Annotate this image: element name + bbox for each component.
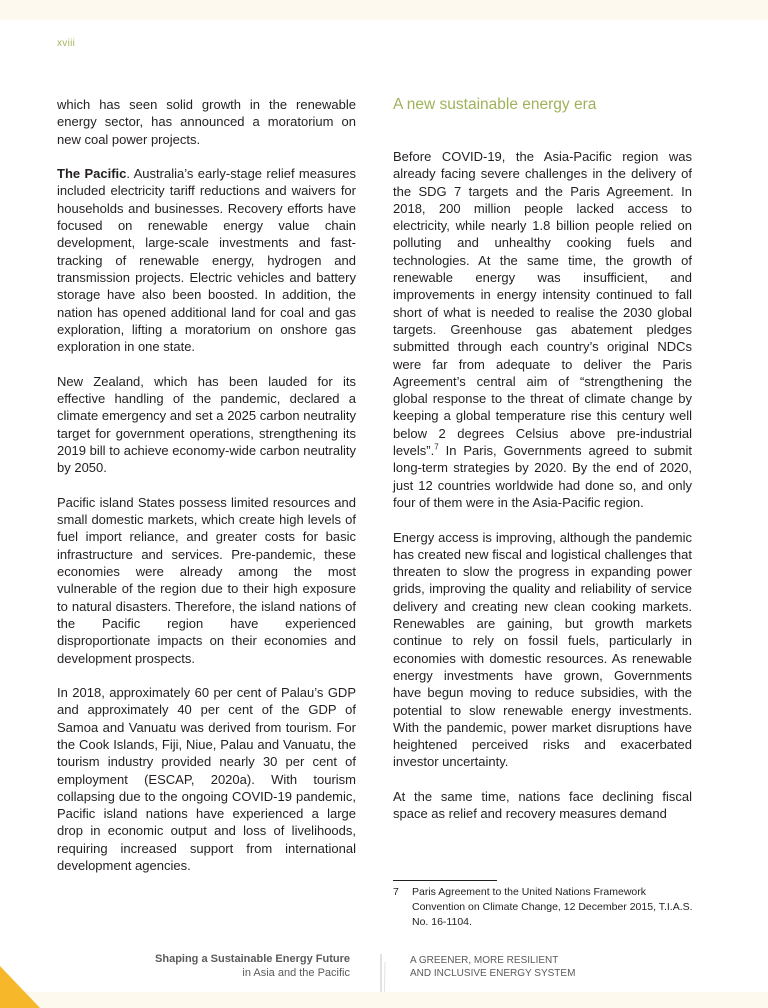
footnote-number: 7 xyxy=(393,886,399,898)
paragraph: Before COVID-19, the Asia-Pacific region was already facing severe challenges in the delivery of the SDG 7 targets and the Paris Agreement. In 2018, 200 million people lacked access to electricity, while nearly 1.8 billion people relied on polluting and unhealthy cooking fuels and technologies. At the same time, the growth of renewable energy was insufficient, and improvements in energy intensity continued to fall short of what is needed to realise the 2030 global targets. Greenhouse gas abatement pledges submitted through each country’s original NDCs were far from adequate to deliver the Paris Agreement’s central aim of “strengthening the global response to the threat of climate change by keeping a global temperature rise this century well below 2 degrees Celsius above pre-industrial levels”.$^7$ In Paris, Governments agreed to submit long-term strategies by 2020. By the end of 2020, just 12 countries worldwide had done so, and only four of them were in the Asia-Pacific region. xyxy=(393,149,692,510)
paragraph: The Pacific. Australia’s early-stage relief measures included electricity tariff reductions and waivers for households and businesses. Recovery efforts have focused on renewable energy value chain development, large-scale investments and fast-tracking of renewable energy, hydrogen and transmission projects. Electric vehicles and battery storage have also been boosted. In addition, the nation has opened additional land for coal and gas exploration, lifting a moratorium on onshore gas exploration in one state. xyxy=(57,166,357,355)
footer-tagline-line: A GREENER, MORE RESILIENT xyxy=(410,955,559,966)
footer-report-title xyxy=(155,952,350,980)
corner-triangle-icon xyxy=(0,966,40,1008)
paragraph: In 2018, approximately 60 per cent of Palau’s GDP and approximately 40 per cent of the GDP of Samoa and Vanuatu was derived from tourism. For the Cook Islands, Fiji, Niue, Palau and Vanuatu, the tourism industry provided nearly 30 per cent of employment (ESCAP, 2020a). With tourism collapsing due to the ongoing COVID-19 pandemic, Pacific island nations have experienced a large drop in economic output and loss of livelihoods, requiring increased support from international development agencies. xyxy=(57,685,356,874)
footer-band xyxy=(0,992,768,1008)
paragraph: Pacific island States possess limited resources and small domestic markets, which create high levels of fuel import reliance, and greater costs for basic infrastructure and services. Pre-pandemic, these economies were already among the most vulnerable of the region due to their high exposure to natural disasters. Therefore, the island nations of the Pacific region have experienced disproportionate impacts on their economies and development prospects. xyxy=(57,494,356,666)
paragraph: New Zealand, which has been lauded for its effective handling of the pandemic, declared a climate emergency and set a 2025 carbon neutrality target for government operations, strengthening its 2019 bill to achieve economy-wide carbon neutrality by 2050. xyxy=(57,373,356,476)
footnote-ref[interactable]: 7 xyxy=(434,442,439,452)
paragraph: which has seen solid growth in the renewable energy sector, has announced a moratorium on new coal power projects. xyxy=(57,97,356,147)
section-heading: A new sustainable energy era xyxy=(393,96,597,113)
paragraph: At the same time, nations face declining fiscal space as relief and recovery measures demand xyxy=(393,788,692,822)
footnote-text: Paris Agreement to the United Nations Framework Convention on Climate Change, 12 December 2015, T.I.A.S. No. 16-1104. xyxy=(412,886,693,928)
paragraph: Energy access is improving, although the pandemic has created new fiscal and logistical challenges that threaten to slow the progress in expanding power grids, improving the quality and reliability of service delivery and creating new clean cooking markets. Renewables are gaining, but growth markets continue to rely on fossil fuels, particularly in economies with domestic resources. As renewable energy investments have grown, Governments have begun moving to reduce subsidies, with the potential to slow renewable energy investments. With the pandemic, power market disruptions have heightened perceived risks and exacerbated investor uncertainty. xyxy=(393,529,692,770)
left-column xyxy=(57,96,356,892)
footer-tagline xyxy=(410,954,575,980)
region-lead: The Pacific xyxy=(57,166,127,182)
footer-subtitle: in Asia and the Pacific xyxy=(242,967,350,979)
footnote-rule xyxy=(393,880,497,881)
footer-tagline-line: AND INCLUSIVE ENERGY SYSTEM xyxy=(410,968,576,979)
footer-title: Shaping a Sustainable Energy Future xyxy=(155,953,350,965)
top-band xyxy=(0,0,768,20)
page-number: xviii xyxy=(57,38,76,49)
footnote xyxy=(393,885,693,930)
right-column xyxy=(393,96,692,840)
